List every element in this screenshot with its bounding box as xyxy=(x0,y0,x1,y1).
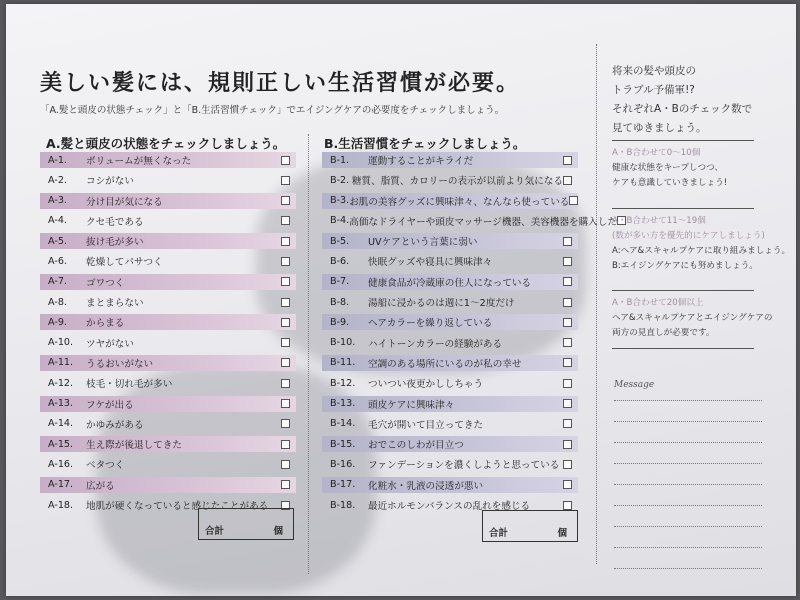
item-code: A-1. xyxy=(48,154,67,166)
item-code: A-2. xyxy=(48,174,67,186)
item-code: A-13. xyxy=(48,398,74,410)
page-subtitle: 「A.髪と頭皮の状態チェック」と「B.生活習慣チェック」でエイジングケアの必要度をチェックしましょう。 xyxy=(40,105,505,116)
checklist-row[interactable] xyxy=(40,172,296,188)
item-text: 湯船に浸かるのは週に1〜2度だけ xyxy=(368,298,515,310)
item-code: A-17. xyxy=(48,479,74,491)
item-code: B-17. xyxy=(330,479,356,491)
checkbox[interactable] xyxy=(563,176,572,185)
checklist-row[interactable] xyxy=(322,456,578,472)
result-text: B:エイジングケアにも努めましょう。 xyxy=(612,261,758,271)
item-text: ボリュームが無くなった xyxy=(86,156,192,167)
checkbox[interactable] xyxy=(281,440,290,449)
item-code: B-6. xyxy=(330,255,350,267)
sidebar-intro-line: 将来の髪や頭皮の xyxy=(612,65,696,77)
item-text: 頭皮ケアに興味津々 xyxy=(368,399,455,411)
item-text: からまる xyxy=(86,318,125,330)
checklist-row[interactable] xyxy=(322,396,578,412)
item-code: A-11. xyxy=(48,357,74,369)
item-text: 枝毛・切れ毛が多い xyxy=(86,379,173,391)
checklist-row[interactable] xyxy=(40,152,296,168)
item-text: クセ毛である xyxy=(86,216,144,228)
item-text: 地肌が硬くなっていると感じたことがある xyxy=(86,501,269,513)
item-code: B-8. xyxy=(330,296,350,308)
checklist-row[interactable] xyxy=(322,436,578,452)
item-code: B-10. xyxy=(330,337,356,349)
checklist-row[interactable] xyxy=(322,294,578,310)
item-code: A-7. xyxy=(48,276,67,288)
result-block-mid xyxy=(612,214,791,274)
item-code: B-4. xyxy=(330,215,350,227)
item-text: ベタつく xyxy=(86,460,125,472)
result-text: 両方の見直しが必要です。 xyxy=(612,328,715,338)
checkbox[interactable] xyxy=(563,399,572,408)
item-text: 分け目が気になる xyxy=(86,196,163,208)
checkbox[interactable] xyxy=(563,419,572,428)
item-text: ゴワつく xyxy=(86,277,125,289)
result-text: ケアも意識していきましょう! xyxy=(612,178,728,188)
checklist-row[interactable] xyxy=(40,375,296,391)
checkbox[interactable] xyxy=(281,216,290,225)
checkbox[interactable] xyxy=(563,318,572,327)
item-text: 抜け毛が多い xyxy=(86,237,144,249)
result-block-high xyxy=(612,296,787,341)
item-code: A-16. xyxy=(48,458,74,470)
checklist-row[interactable] xyxy=(322,355,578,371)
section-b-total-box[interactable] xyxy=(482,510,578,542)
checklist-row[interactable] xyxy=(322,375,578,391)
item-text: 生え際が後退してきた xyxy=(86,440,182,452)
result-text: ヘア&スキャルプケアとエイジングケアの xyxy=(612,313,773,323)
item-text: かゆみがある xyxy=(86,419,144,431)
checkbox[interactable] xyxy=(563,298,572,307)
item-text: 空調のある場所にいるのが私の幸せ xyxy=(368,358,522,370)
item-code: B-7. xyxy=(330,276,350,288)
item-text: UVケアという言葉に弱い xyxy=(368,237,478,249)
checkbox[interactable] xyxy=(281,338,290,347)
result-text: 健康な状態をキープしつつ、 xyxy=(612,163,723,173)
checklist-row[interactable] xyxy=(40,355,296,371)
checkbox[interactable] xyxy=(563,277,572,286)
result-range: A・B合わせて11〜19個 xyxy=(612,216,706,226)
item-text: ツヤがない xyxy=(86,338,134,350)
checklist-row[interactable] xyxy=(322,314,578,330)
section-b-heading: B.生活習慣をチェックしましょう。 xyxy=(324,136,526,151)
checkbox[interactable] xyxy=(569,196,578,205)
item-code: B-15. xyxy=(330,438,356,450)
item-code: B-12. xyxy=(330,377,356,389)
checkbox[interactable] xyxy=(281,237,290,246)
message-line[interactable] xyxy=(614,568,762,569)
checkbox[interactable] xyxy=(563,338,572,347)
item-code: A-8. xyxy=(48,296,67,308)
column-divider xyxy=(308,134,309,574)
checkbox[interactable] xyxy=(563,440,572,449)
item-code: A-9. xyxy=(48,316,67,328)
item-text: 毛穴が開いて目立ってきた xyxy=(368,419,484,431)
message-line[interactable] xyxy=(614,526,762,527)
item-code: A-12. xyxy=(48,377,74,389)
item-code: A-14. xyxy=(48,418,74,430)
checklist-row[interactable] xyxy=(322,213,617,229)
checkbox[interactable] xyxy=(281,298,290,307)
checkbox[interactable] xyxy=(281,156,290,165)
checklist-sheet xyxy=(6,4,796,596)
item-code: A-3. xyxy=(48,195,67,207)
message-line[interactable] xyxy=(614,484,762,485)
item-code: A-10. xyxy=(48,337,74,349)
total-unit: 個 xyxy=(273,526,283,537)
item-code: B-14. xyxy=(330,418,356,430)
checkbox[interactable] xyxy=(563,358,572,367)
sidebar-intro xyxy=(612,62,782,138)
section-b-list xyxy=(322,152,617,517)
item-code: B-16. xyxy=(330,458,356,470)
item-text: ハイトーンカラーの経験がある xyxy=(368,338,503,350)
checklist-row[interactable] xyxy=(322,274,578,290)
checkbox[interactable] xyxy=(563,257,572,266)
checklist-row[interactable] xyxy=(40,436,296,452)
checklist-row[interactable] xyxy=(40,253,296,269)
item-text: まとまらない xyxy=(86,298,144,310)
sidebar-divider xyxy=(596,44,597,564)
result-text: A:ヘア&スキャルプケアに取り組みましょう。 xyxy=(612,246,791,256)
checklist-row[interactable] xyxy=(322,253,578,269)
item-text: ついつい夜更かししちゃう xyxy=(368,379,484,391)
total-unit: 個 xyxy=(557,528,567,539)
item-text: 高価なドライヤーや頭皮マッサージ機器、美容機器を購入した xyxy=(349,216,617,228)
message-line[interactable] xyxy=(614,442,762,443)
item-code: B-11. xyxy=(330,357,356,369)
message-line[interactable] xyxy=(614,400,762,401)
checkbox[interactable] xyxy=(281,176,290,185)
item-text: ファンデーションを濃くしようと思っている xyxy=(368,460,560,472)
sidebar-intro-line: 見てゆきましょう。 xyxy=(612,122,707,134)
checkbox[interactable] xyxy=(563,379,572,388)
checkbox[interactable] xyxy=(281,460,290,469)
checklist-row[interactable] xyxy=(322,335,578,351)
item-text: 健康食品が冷蔵庫の住人になっている xyxy=(368,277,532,289)
result-block-low xyxy=(612,146,787,191)
item-text: 運動することがキライだ xyxy=(368,156,474,167)
item-code: A-5. xyxy=(48,235,67,247)
item-text: 快眠グッズや寝具に興味津々 xyxy=(368,257,493,269)
checkbox[interactable] xyxy=(563,501,572,510)
checklist-row[interactable] xyxy=(40,193,296,209)
sidebar-rule xyxy=(612,290,754,291)
item-text: うるおいがない xyxy=(86,358,154,370)
checklist-row[interactable] xyxy=(40,456,296,472)
checklist-row[interactable] xyxy=(322,233,578,249)
section-a-total-box[interactable] xyxy=(198,508,294,540)
result-range: A・B合わせて20個以上 xyxy=(612,298,704,308)
checklist-row[interactable] xyxy=(322,172,578,188)
checkbox[interactable] xyxy=(281,277,290,286)
checklist-row[interactable] xyxy=(40,396,296,412)
checklist-row[interactable] xyxy=(322,477,578,493)
message-line[interactable] xyxy=(614,463,762,464)
checkbox[interactable] xyxy=(563,237,572,246)
checkbox[interactable] xyxy=(563,460,572,469)
item-code: B-2. xyxy=(330,174,350,186)
message-line[interactable] xyxy=(614,421,762,422)
section-a-heading: A.髪と頭皮の状態をチェックしましょう。 xyxy=(46,136,286,151)
checkbox[interactable] xyxy=(281,257,290,266)
checkbox[interactable] xyxy=(281,318,290,327)
message-line[interactable] xyxy=(614,505,762,506)
item-code: B-5. xyxy=(330,235,350,247)
total-label: 合計 xyxy=(489,528,509,539)
item-code: A-18. xyxy=(48,499,74,511)
item-text: 広がる xyxy=(86,480,115,492)
item-code: A-15. xyxy=(48,438,74,450)
item-text: フケが出る xyxy=(86,399,134,411)
item-code: B-18. xyxy=(330,499,356,511)
item-code: B-1. xyxy=(330,154,350,166)
item-text: 化粧水・乳液の浸透が悪い xyxy=(368,480,484,492)
checkbox[interactable] xyxy=(281,399,290,408)
item-text: コシがない xyxy=(86,176,134,188)
checklist-row[interactable] xyxy=(40,416,296,432)
item-text: お肌の美容グッズに興味津々、なんなら使っている xyxy=(349,196,570,208)
sidebar-intro-line: それぞれA・Bのチェック数で xyxy=(612,103,753,115)
checklist-row[interactable] xyxy=(40,314,296,330)
checklist-row[interactable] xyxy=(40,294,296,310)
checkbox[interactable] xyxy=(281,379,290,388)
section-a-list xyxy=(40,152,296,517)
item-text: 糖質、脂質、カロリーの表示が以前より気になる xyxy=(351,176,563,188)
result-text: (数が多い方を優先的にケアしましょう) xyxy=(612,231,765,241)
result-range: A・B合わせて0〜10個 xyxy=(612,148,701,158)
checkbox[interactable] xyxy=(563,480,572,489)
item-code: B-9. xyxy=(330,316,350,328)
checkbox[interactable] xyxy=(281,480,290,489)
checkbox[interactable] xyxy=(281,358,290,367)
checklist-row[interactable] xyxy=(40,213,296,229)
sidebar-intro-line: トラブル予備軍!? xyxy=(612,84,695,96)
checklist-row[interactable] xyxy=(40,335,296,351)
message-line[interactable] xyxy=(614,547,762,548)
checklist-row[interactable] xyxy=(322,416,578,432)
item-text: 最近ホルモンバランスの乱れを感じる xyxy=(368,501,531,513)
page-title: 美しい髪には、規則正しい生活習慣が必要。 xyxy=(40,71,521,96)
item-text: 乾燥してパサつく xyxy=(86,257,163,269)
checklist-row[interactable] xyxy=(40,233,296,249)
sidebar-rule xyxy=(612,348,754,349)
sidebar-rule xyxy=(612,208,754,209)
checkbox[interactable] xyxy=(281,196,290,205)
item-code: B-13. xyxy=(330,398,356,410)
checklist-row[interactable] xyxy=(40,274,296,290)
checklist-row[interactable] xyxy=(322,152,578,168)
item-code: B-3. xyxy=(330,195,350,207)
item-code: A-6. xyxy=(48,255,67,267)
item-text: ヘアカラーを繰り返している xyxy=(368,318,493,330)
message-label: Message xyxy=(614,380,655,390)
checklist-row[interactable] xyxy=(40,477,296,493)
checklist-row[interactable] xyxy=(322,193,578,209)
item-text: おでこのしわが目立つ xyxy=(368,440,464,452)
total-label: 合計 xyxy=(205,526,225,537)
checkbox[interactable] xyxy=(563,156,572,165)
item-code: A-4. xyxy=(48,215,67,227)
checkbox[interactable] xyxy=(281,419,290,428)
sidebar-rule xyxy=(612,140,754,141)
